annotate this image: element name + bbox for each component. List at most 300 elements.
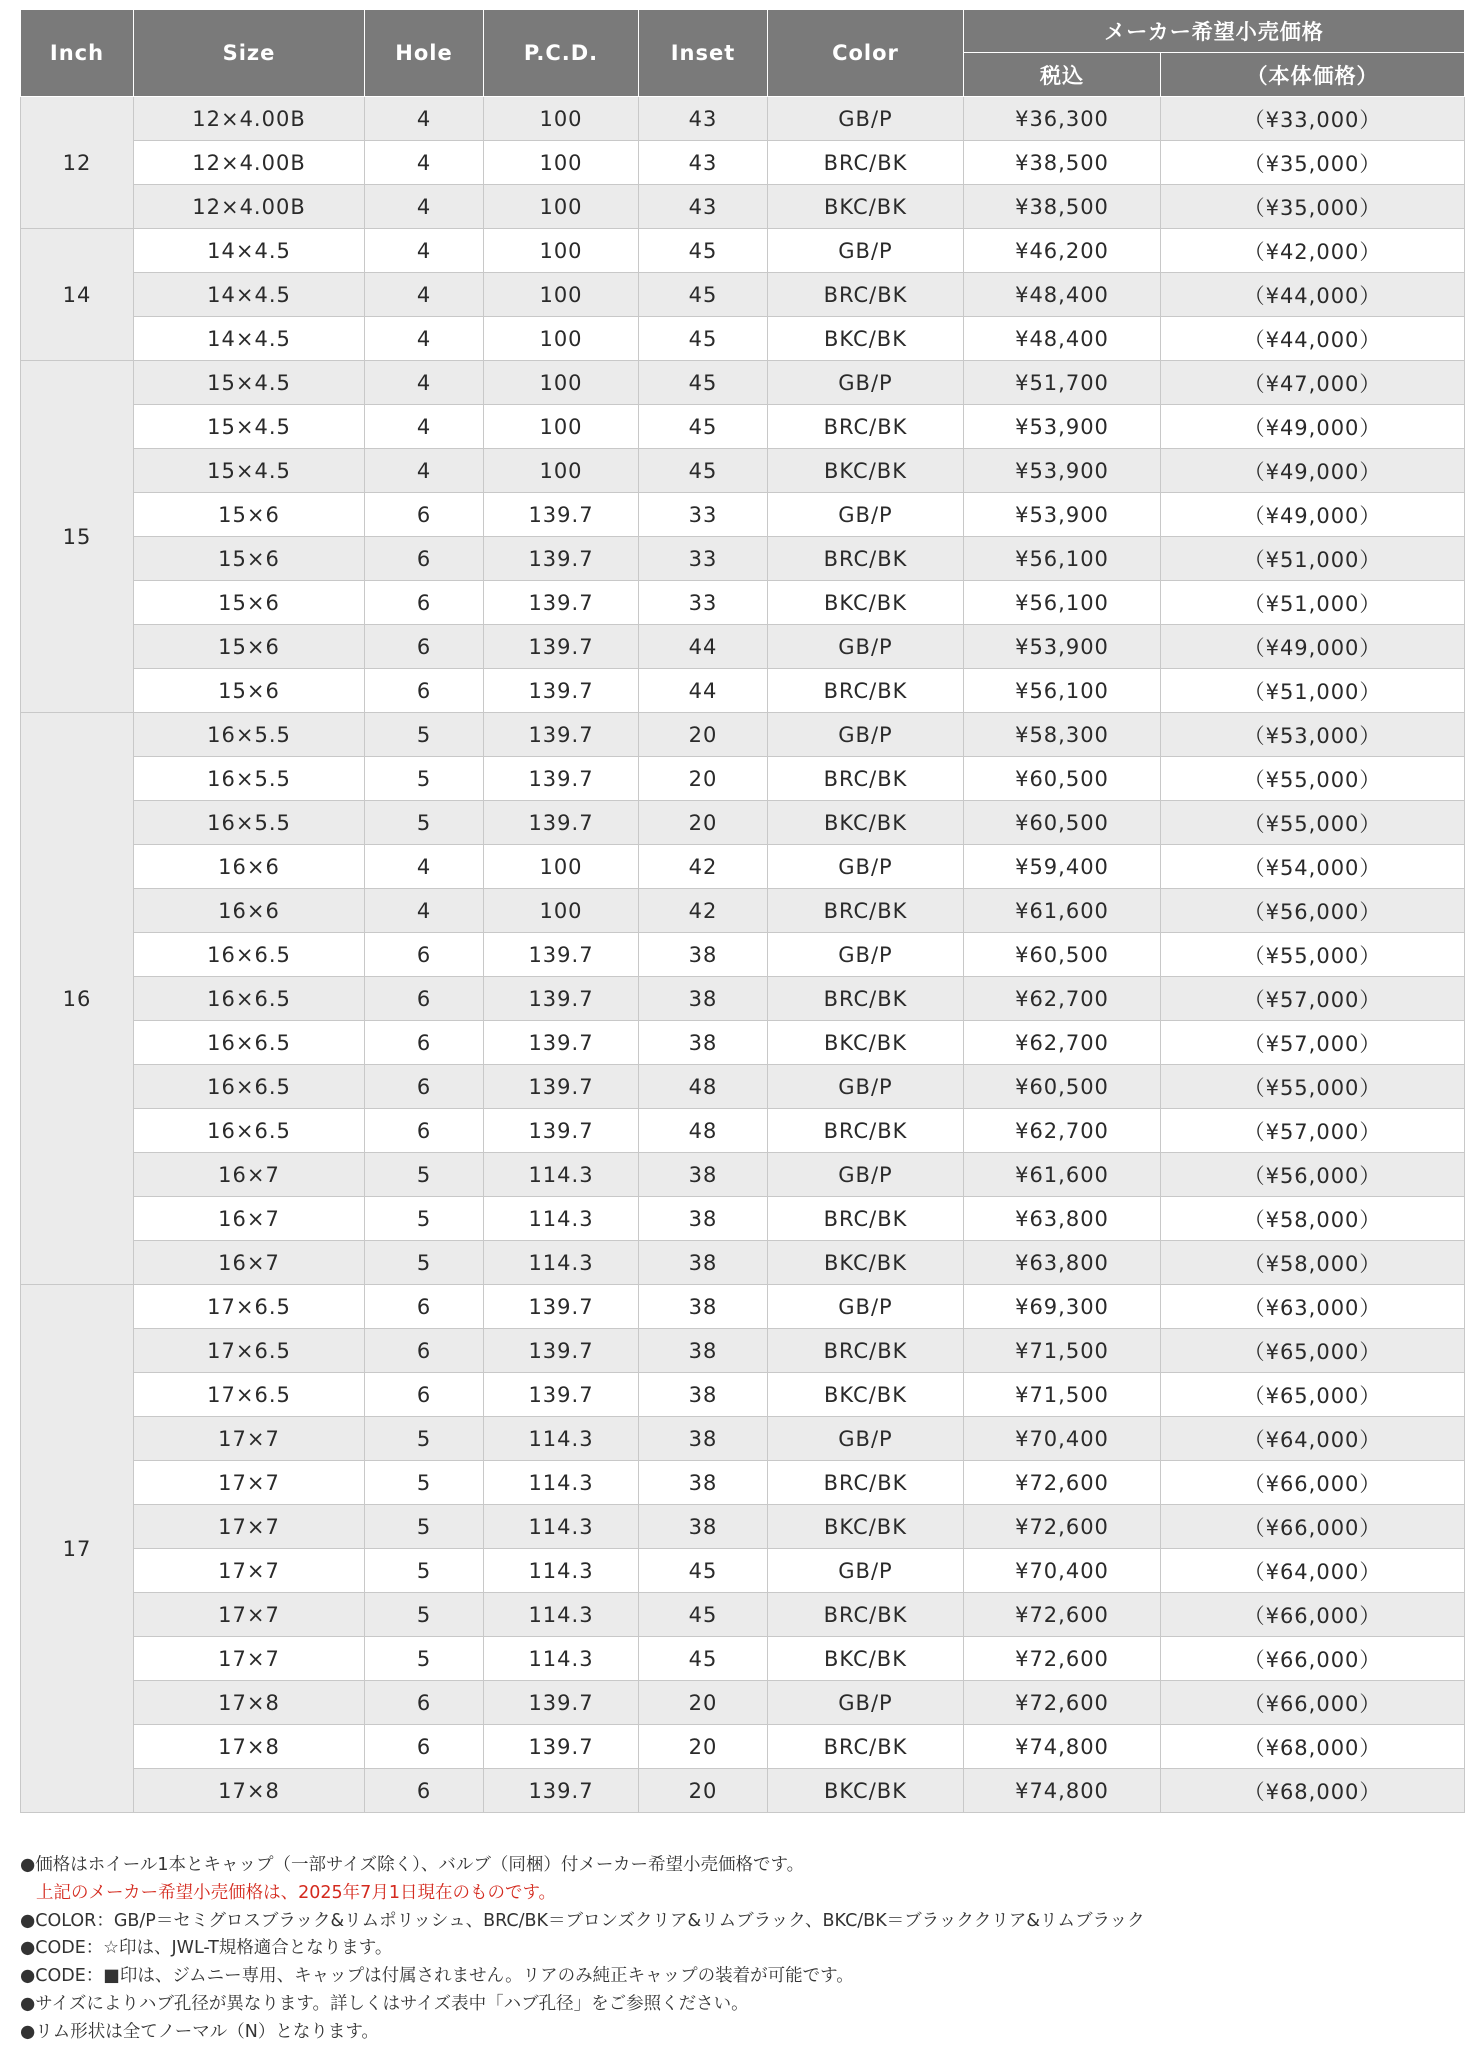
cell-pcd: 139.7: [484, 537, 639, 581]
cell-color: BRC/BK: [768, 889, 964, 933]
cell-pcd: 100: [484, 229, 639, 273]
table-body: [21, 97, 1465, 1813]
cell-pcd: 100: [484, 449, 639, 493]
cell-price-base: （¥66,000）: [1161, 1681, 1465, 1725]
table-row: [21, 141, 1465, 185]
cell-inset: 38: [639, 977, 768, 1021]
cell-inch: 16: [21, 713, 134, 1285]
cell-price-tax-included: ¥60,500: [964, 757, 1161, 801]
note-price-date: 上記のメーカー希望小売価格は、2025年7月1日現在のものです。: [36, 1882, 557, 1903]
table-row: [21, 1021, 1465, 1065]
cell-color: BKC/BK: [768, 1021, 964, 1065]
cell-price-base: （¥49,000）: [1161, 449, 1465, 493]
cell-price-tax-included: ¥46,200: [964, 229, 1161, 273]
cell-size: 16×6.5: [134, 1109, 365, 1153]
cell-hole: 5: [365, 1241, 484, 1285]
cell-color: BRC/BK: [768, 1109, 964, 1153]
cell-color: BRC/BK: [768, 537, 964, 581]
cell-color: GB/P: [768, 845, 964, 889]
cell-hole: 6: [365, 1285, 484, 1329]
cell-pcd: 139.7: [484, 493, 639, 537]
cell-hole: 6: [365, 1329, 484, 1373]
table-row: [21, 1065, 1465, 1109]
cell-pcd: 139.7: [484, 713, 639, 757]
cell-color: GB/P: [768, 1681, 964, 1725]
cell-hole: 4: [365, 449, 484, 493]
cell-pcd: 114.3: [484, 1241, 639, 1285]
cell-price-tax-included: ¥56,100: [964, 537, 1161, 581]
cell-size: 16×5.5: [134, 801, 365, 845]
cell-pcd: 100: [484, 889, 639, 933]
cell-color: GB/P: [768, 229, 964, 273]
cell-inset: 38: [639, 1153, 768, 1197]
cell-pcd: 139.7: [484, 801, 639, 845]
cell-hole: 5: [365, 1505, 484, 1549]
cell-pcd: 114.3: [484, 1593, 639, 1637]
table-row: [21, 1241, 1465, 1285]
cell-pcd: 139.7: [484, 977, 639, 1021]
cell-inset: 45: [639, 361, 768, 405]
cell-inset: 45: [639, 405, 768, 449]
cell-inset: 20: [639, 757, 768, 801]
cell-color: BKC/BK: [768, 449, 964, 493]
cell-inset: 43: [639, 185, 768, 229]
cell-price-tax-included: ¥62,700: [964, 1109, 1161, 1153]
cell-inset: 42: [639, 889, 768, 933]
table-row: [21, 669, 1465, 713]
cell-pcd: 114.3: [484, 1505, 639, 1549]
cell-price-base: （¥64,000）: [1161, 1417, 1465, 1461]
cell-price-tax-included: ¥71,500: [964, 1373, 1161, 1417]
cell-inset: 38: [639, 1373, 768, 1417]
header-msrp: メーカー希望小売価格: [964, 10, 1465, 53]
cell-price-base: （¥55,000）: [1161, 933, 1465, 977]
cell-hole: 4: [365, 361, 484, 405]
cell-size: 16×7: [134, 1197, 365, 1241]
cell-price-tax-included: ¥38,500: [964, 185, 1161, 229]
cell-inset: 33: [639, 537, 768, 581]
cell-color: GB/P: [768, 625, 964, 669]
cell-color: GB/P: [768, 97, 964, 141]
cell-hole: 4: [365, 229, 484, 273]
cell-color: BRC/BK: [768, 757, 964, 801]
cell-size: 16×7: [134, 1153, 365, 1197]
cell-pcd: 100: [484, 405, 639, 449]
cell-size: 14×4.5: [134, 229, 365, 273]
table-row: [21, 1285, 1465, 1329]
cell-color: GB/P: [768, 361, 964, 405]
table-row: [21, 1373, 1465, 1417]
cell-price-base: （¥56,000）: [1161, 1153, 1465, 1197]
table-row: [21, 1197, 1465, 1241]
cell-price-tax-included: ¥59,400: [964, 845, 1161, 889]
cell-price-base: （¥47,000）: [1161, 361, 1465, 405]
cell-size: 15×6: [134, 493, 365, 537]
cell-inset: 45: [639, 317, 768, 361]
cell-color: BKC/BK: [768, 1637, 964, 1681]
cell-color: BKC/BK: [768, 317, 964, 361]
cell-inch: 15: [21, 361, 134, 713]
cell-color: BRC/BK: [768, 669, 964, 713]
cell-price-base: （¥54,000）: [1161, 845, 1465, 889]
cell-pcd: 114.3: [484, 1637, 639, 1681]
note-line: ●COLOR：GB/P＝セミグロスブラック&リムポリッシュ、BRC/BK＝ブロンズクリア&リムブラック、BKC/BK＝ブラッククリア&リムブラック: [20, 1910, 1145, 1931]
cell-price-base: （¥58,000）: [1161, 1197, 1465, 1241]
cell-inset: 42: [639, 845, 768, 889]
cell-pcd: 114.3: [484, 1461, 639, 1505]
cell-color: BRC/BK: [768, 273, 964, 317]
cell-price-tax-included: ¥56,100: [964, 581, 1161, 625]
table-row: [21, 1549, 1465, 1593]
cell-inch: 14: [21, 229, 134, 361]
cell-inset: 45: [639, 1593, 768, 1637]
cell-size: 15×6: [134, 537, 365, 581]
cell-hole: 5: [365, 713, 484, 757]
header-base-price: （本体価格）: [1161, 53, 1465, 97]
table-row: [21, 229, 1465, 273]
cell-inset: 45: [639, 273, 768, 317]
cell-price-tax-included: ¥58,300: [964, 713, 1161, 757]
cell-price-tax-included: ¥51,700: [964, 361, 1161, 405]
cell-size: 14×4.5: [134, 273, 365, 317]
cell-size: 12×4.00B: [134, 97, 365, 141]
cell-price-base: （¥51,000）: [1161, 581, 1465, 625]
cell-hole: 5: [365, 1637, 484, 1681]
cell-price-tax-included: ¥63,800: [964, 1241, 1161, 1285]
cell-color: BKC/BK: [768, 185, 964, 229]
cell-color: BRC/BK: [768, 1197, 964, 1241]
cell-inset: 48: [639, 1065, 768, 1109]
cell-price-base: （¥68,000）: [1161, 1725, 1465, 1769]
cell-price-tax-included: ¥71,500: [964, 1329, 1161, 1373]
cell-size: 17×6.5: [134, 1373, 365, 1417]
cell-inset: 38: [639, 1329, 768, 1373]
header-size: Size: [134, 10, 365, 97]
cell-price-base: （¥63,000）: [1161, 1285, 1465, 1329]
cell-price-tax-included: ¥56,100: [964, 669, 1161, 713]
cell-pcd: 139.7: [484, 757, 639, 801]
cell-price-base: （¥55,000）: [1161, 1065, 1465, 1109]
cell-price-tax-included: ¥38,500: [964, 141, 1161, 185]
cell-hole: 6: [365, 1109, 484, 1153]
cell-price-base: （¥55,000）: [1161, 801, 1465, 845]
cell-inset: 38: [639, 1021, 768, 1065]
cell-hole: 5: [365, 801, 484, 845]
cell-inset: 20: [639, 801, 768, 845]
cell-inset: 38: [639, 1285, 768, 1329]
cell-size: 16×5.5: [134, 713, 365, 757]
cell-pcd: 139.7: [484, 1285, 639, 1329]
table-row: [21, 493, 1465, 537]
cell-size: 17×6.5: [134, 1329, 365, 1373]
cell-size: 17×7: [134, 1461, 365, 1505]
cell-size: 15×6: [134, 669, 365, 713]
table-header: [21, 10, 1465, 97]
table-row: [21, 889, 1465, 933]
table-row: [21, 1769, 1465, 1813]
cell-hole: 5: [365, 757, 484, 801]
cell-hole: 5: [365, 1197, 484, 1241]
cell-color: BRC/BK: [768, 1461, 964, 1505]
cell-price-base: （¥68,000）: [1161, 1769, 1465, 1813]
cell-inset: 48: [639, 1109, 768, 1153]
table-row: [21, 757, 1465, 801]
cell-inset: 38: [639, 1505, 768, 1549]
cell-size: 14×4.5: [134, 317, 365, 361]
cell-price-tax-included: ¥70,400: [964, 1549, 1161, 1593]
table-row: [21, 1505, 1465, 1549]
cell-hole: 5: [365, 1549, 484, 1593]
cell-price-tax-included: ¥74,800: [964, 1769, 1161, 1813]
cell-hole: 6: [365, 1769, 484, 1813]
cell-color: BKC/BK: [768, 801, 964, 845]
cell-inset: 20: [639, 1681, 768, 1725]
cell-size: 15×4.5: [134, 361, 365, 405]
table-row: [21, 1329, 1465, 1373]
table-row: [21, 713, 1465, 757]
cell-color: GB/P: [768, 1417, 964, 1461]
cell-color: GB/P: [768, 933, 964, 977]
cell-price-tax-included: ¥48,400: [964, 273, 1161, 317]
table-row: [21, 97, 1465, 141]
cell-price-tax-included: ¥53,900: [964, 493, 1161, 537]
cell-price-tax-included: ¥62,700: [964, 977, 1161, 1021]
cell-size: 15×4.5: [134, 405, 365, 449]
cell-inset: 45: [639, 1549, 768, 1593]
cell-color: GB/P: [768, 1285, 964, 1329]
cell-price-tax-included: ¥72,600: [964, 1681, 1161, 1725]
cell-size: 16×6.5: [134, 933, 365, 977]
cell-price-base: （¥57,000）: [1161, 1109, 1465, 1153]
cell-price-base: （¥57,000）: [1161, 977, 1465, 1021]
header-tax-included: 税込: [964, 53, 1161, 97]
cell-color: BRC/BK: [768, 1725, 964, 1769]
cell-price-base: （¥33,000）: [1161, 97, 1465, 141]
cell-price-tax-included: ¥48,400: [964, 317, 1161, 361]
cell-size: 17×6.5: [134, 1285, 365, 1329]
cell-pcd: 139.7: [484, 933, 639, 977]
cell-price-tax-included: ¥62,700: [964, 1021, 1161, 1065]
cell-size: 17×7: [134, 1637, 365, 1681]
cell-price-tax-included: ¥60,500: [964, 1065, 1161, 1109]
cell-price-base: （¥49,000）: [1161, 405, 1465, 449]
note-line: ●リム形状は全てノーマル（N）となります。: [20, 2021, 379, 2042]
table-row: [21, 581, 1465, 625]
cell-pcd: 100: [484, 97, 639, 141]
note-line: ●CODE：☆印は、JWL-T規格適合となります。: [20, 1938, 393, 1959]
cell-price-tax-included: ¥36,300: [964, 97, 1161, 141]
cell-price-tax-included: ¥72,600: [964, 1461, 1161, 1505]
cell-inset: 38: [639, 1461, 768, 1505]
cell-inch: 17: [21, 1285, 134, 1813]
cell-price-tax-included: ¥72,600: [964, 1505, 1161, 1549]
cell-price-base: （¥66,000）: [1161, 1593, 1465, 1637]
cell-inset: 44: [639, 625, 768, 669]
note-line: ●サイズによりハブ孔径が異なります。詳しくはサイズ表中「ハブ孔径」をご参照ください。: [20, 1993, 749, 2014]
cell-pcd: 100: [484, 361, 639, 405]
table-row: [21, 537, 1465, 581]
cell-size: 16×7: [134, 1241, 365, 1285]
cell-hole: 4: [365, 845, 484, 889]
cell-size: 17×7: [134, 1593, 365, 1637]
cell-hole: 6: [365, 977, 484, 1021]
cell-inset: 38: [639, 1197, 768, 1241]
table-row: [21, 1637, 1465, 1681]
cell-hole: 6: [365, 1021, 484, 1065]
cell-hole: 5: [365, 1417, 484, 1461]
cell-price-tax-included: ¥61,600: [964, 1153, 1161, 1197]
cell-price-base: （¥35,000）: [1161, 185, 1465, 229]
note-line: ●CODE：■印は、ジムニー専用、キャップは付属されません。リアのみ純正キャップの装着が可能です。: [20, 1966, 854, 1987]
cell-color: GB/P: [768, 493, 964, 537]
cell-price-base: （¥56,000）: [1161, 889, 1465, 933]
cell-price-tax-included: ¥74,800: [964, 1725, 1161, 1769]
cell-pcd: 139.7: [484, 1725, 639, 1769]
cell-hole: 6: [365, 625, 484, 669]
cell-size: 17×7: [134, 1549, 365, 1593]
cell-price-base: （¥65,000）: [1161, 1373, 1465, 1417]
cell-pcd: 100: [484, 845, 639, 889]
header-inset: Inset: [639, 10, 768, 97]
cell-pcd: 114.3: [484, 1153, 639, 1197]
notes-section: [20, 1852, 1464, 2047]
cell-inch: 12: [21, 97, 134, 229]
cell-price-base: （¥44,000）: [1161, 273, 1465, 317]
cell-color: BRC/BK: [768, 977, 964, 1021]
cell-color: GB/P: [768, 1065, 964, 1109]
cell-pcd: 139.7: [484, 1329, 639, 1373]
cell-size: 15×6: [134, 581, 365, 625]
cell-price-tax-included: ¥72,600: [964, 1637, 1161, 1681]
cell-color: BKC/BK: [768, 1241, 964, 1285]
table-row: [21, 1417, 1465, 1461]
cell-pcd: 139.7: [484, 1373, 639, 1417]
cell-size: 17×7: [134, 1505, 365, 1549]
cell-hole: 5: [365, 1153, 484, 1197]
cell-size: 16×6: [134, 889, 365, 933]
cell-price-base: （¥58,000）: [1161, 1241, 1465, 1285]
table-row: [21, 933, 1465, 977]
wheel-spec-table: [20, 9, 1465, 1813]
cell-price-base: （¥49,000）: [1161, 493, 1465, 537]
cell-hole: 6: [365, 581, 484, 625]
cell-price-base: （¥53,000）: [1161, 713, 1465, 757]
cell-inset: 44: [639, 669, 768, 713]
cell-price-base: （¥55,000）: [1161, 757, 1465, 801]
cell-inset: 38: [639, 1417, 768, 1461]
table-row: [21, 1725, 1465, 1769]
header-pcd: P.C.D.: [484, 10, 639, 97]
table-row: [21, 317, 1465, 361]
cell-inset: 43: [639, 97, 768, 141]
cell-price-base: （¥35,000）: [1161, 141, 1465, 185]
cell-size: 16×5.5: [134, 757, 365, 801]
cell-hole: 4: [365, 141, 484, 185]
cell-pcd: 139.7: [484, 1109, 639, 1153]
cell-inset: 43: [639, 141, 768, 185]
cell-size: 16×6.5: [134, 977, 365, 1021]
cell-hole: 5: [365, 1593, 484, 1637]
table-row: [21, 1593, 1465, 1637]
cell-size: 15×6: [134, 625, 365, 669]
cell-color: BKC/BK: [768, 581, 964, 625]
cell-size: 17×8: [134, 1769, 365, 1813]
table-row: [21, 801, 1465, 845]
cell-hole: 5: [365, 1461, 484, 1505]
cell-size: 15×4.5: [134, 449, 365, 493]
cell-inset: 20: [639, 1725, 768, 1769]
cell-price-tax-included: ¥53,900: [964, 625, 1161, 669]
cell-hole: 6: [365, 933, 484, 977]
cell-price-tax-included: ¥61,600: [964, 889, 1161, 933]
cell-inset: 33: [639, 493, 768, 537]
table-row: [21, 625, 1465, 669]
cell-inset: 20: [639, 1769, 768, 1813]
cell-price-tax-included: ¥53,900: [964, 449, 1161, 493]
cell-pcd: 100: [484, 317, 639, 361]
cell-price-base: （¥66,000）: [1161, 1461, 1465, 1505]
cell-color: BRC/BK: [768, 1329, 964, 1373]
cell-price-tax-included: ¥69,300: [964, 1285, 1161, 1329]
table-row: [21, 273, 1465, 317]
cell-price-tax-included: ¥63,800: [964, 1197, 1161, 1241]
cell-hole: 4: [365, 185, 484, 229]
table-row: [21, 1153, 1465, 1197]
cell-size: 17×8: [134, 1681, 365, 1725]
cell-hole: 6: [365, 1681, 484, 1725]
cell-hole: 4: [365, 317, 484, 361]
table-row: [21, 361, 1465, 405]
cell-inset: 38: [639, 933, 768, 977]
cell-pcd: 114.3: [484, 1417, 639, 1461]
cell-inset: 45: [639, 449, 768, 493]
cell-price-base: （¥51,000）: [1161, 537, 1465, 581]
cell-color: GB/P: [768, 1153, 964, 1197]
cell-hole: 6: [365, 537, 484, 581]
table-row: [21, 1681, 1465, 1725]
cell-price-tax-included: ¥72,600: [964, 1593, 1161, 1637]
cell-size: 17×7: [134, 1417, 365, 1461]
cell-color: BRC/BK: [768, 141, 964, 185]
cell-inset: 38: [639, 1241, 768, 1285]
cell-price-base: （¥42,000）: [1161, 229, 1465, 273]
table-row: [21, 977, 1465, 1021]
cell-color: BKC/BK: [768, 1373, 964, 1417]
cell-hole: 6: [365, 493, 484, 537]
cell-pcd: 114.3: [484, 1197, 639, 1241]
cell-inset: 20: [639, 713, 768, 757]
cell-hole: 6: [365, 1373, 484, 1417]
cell-hole: 4: [365, 97, 484, 141]
cell-hole: 4: [365, 405, 484, 449]
cell-price-tax-included: ¥53,900: [964, 405, 1161, 449]
header-hole: Hole: [365, 10, 484, 97]
cell-color: BKC/BK: [768, 1769, 964, 1813]
cell-inset: 45: [639, 229, 768, 273]
cell-price-base: （¥66,000）: [1161, 1505, 1465, 1549]
cell-pcd: 114.3: [484, 1549, 639, 1593]
cell-price-base: （¥49,000）: [1161, 625, 1465, 669]
cell-price-base: （¥44,000）: [1161, 317, 1465, 361]
cell-size: 12×4.00B: [134, 185, 365, 229]
table-row: [21, 1461, 1465, 1505]
cell-price-base: （¥51,000）: [1161, 669, 1465, 713]
cell-size: 16×6.5: [134, 1065, 365, 1109]
cell-pcd: 139.7: [484, 1681, 639, 1725]
cell-color: BRC/BK: [768, 1593, 964, 1637]
cell-color: BKC/BK: [768, 1505, 964, 1549]
cell-price-base: （¥57,000）: [1161, 1021, 1465, 1065]
